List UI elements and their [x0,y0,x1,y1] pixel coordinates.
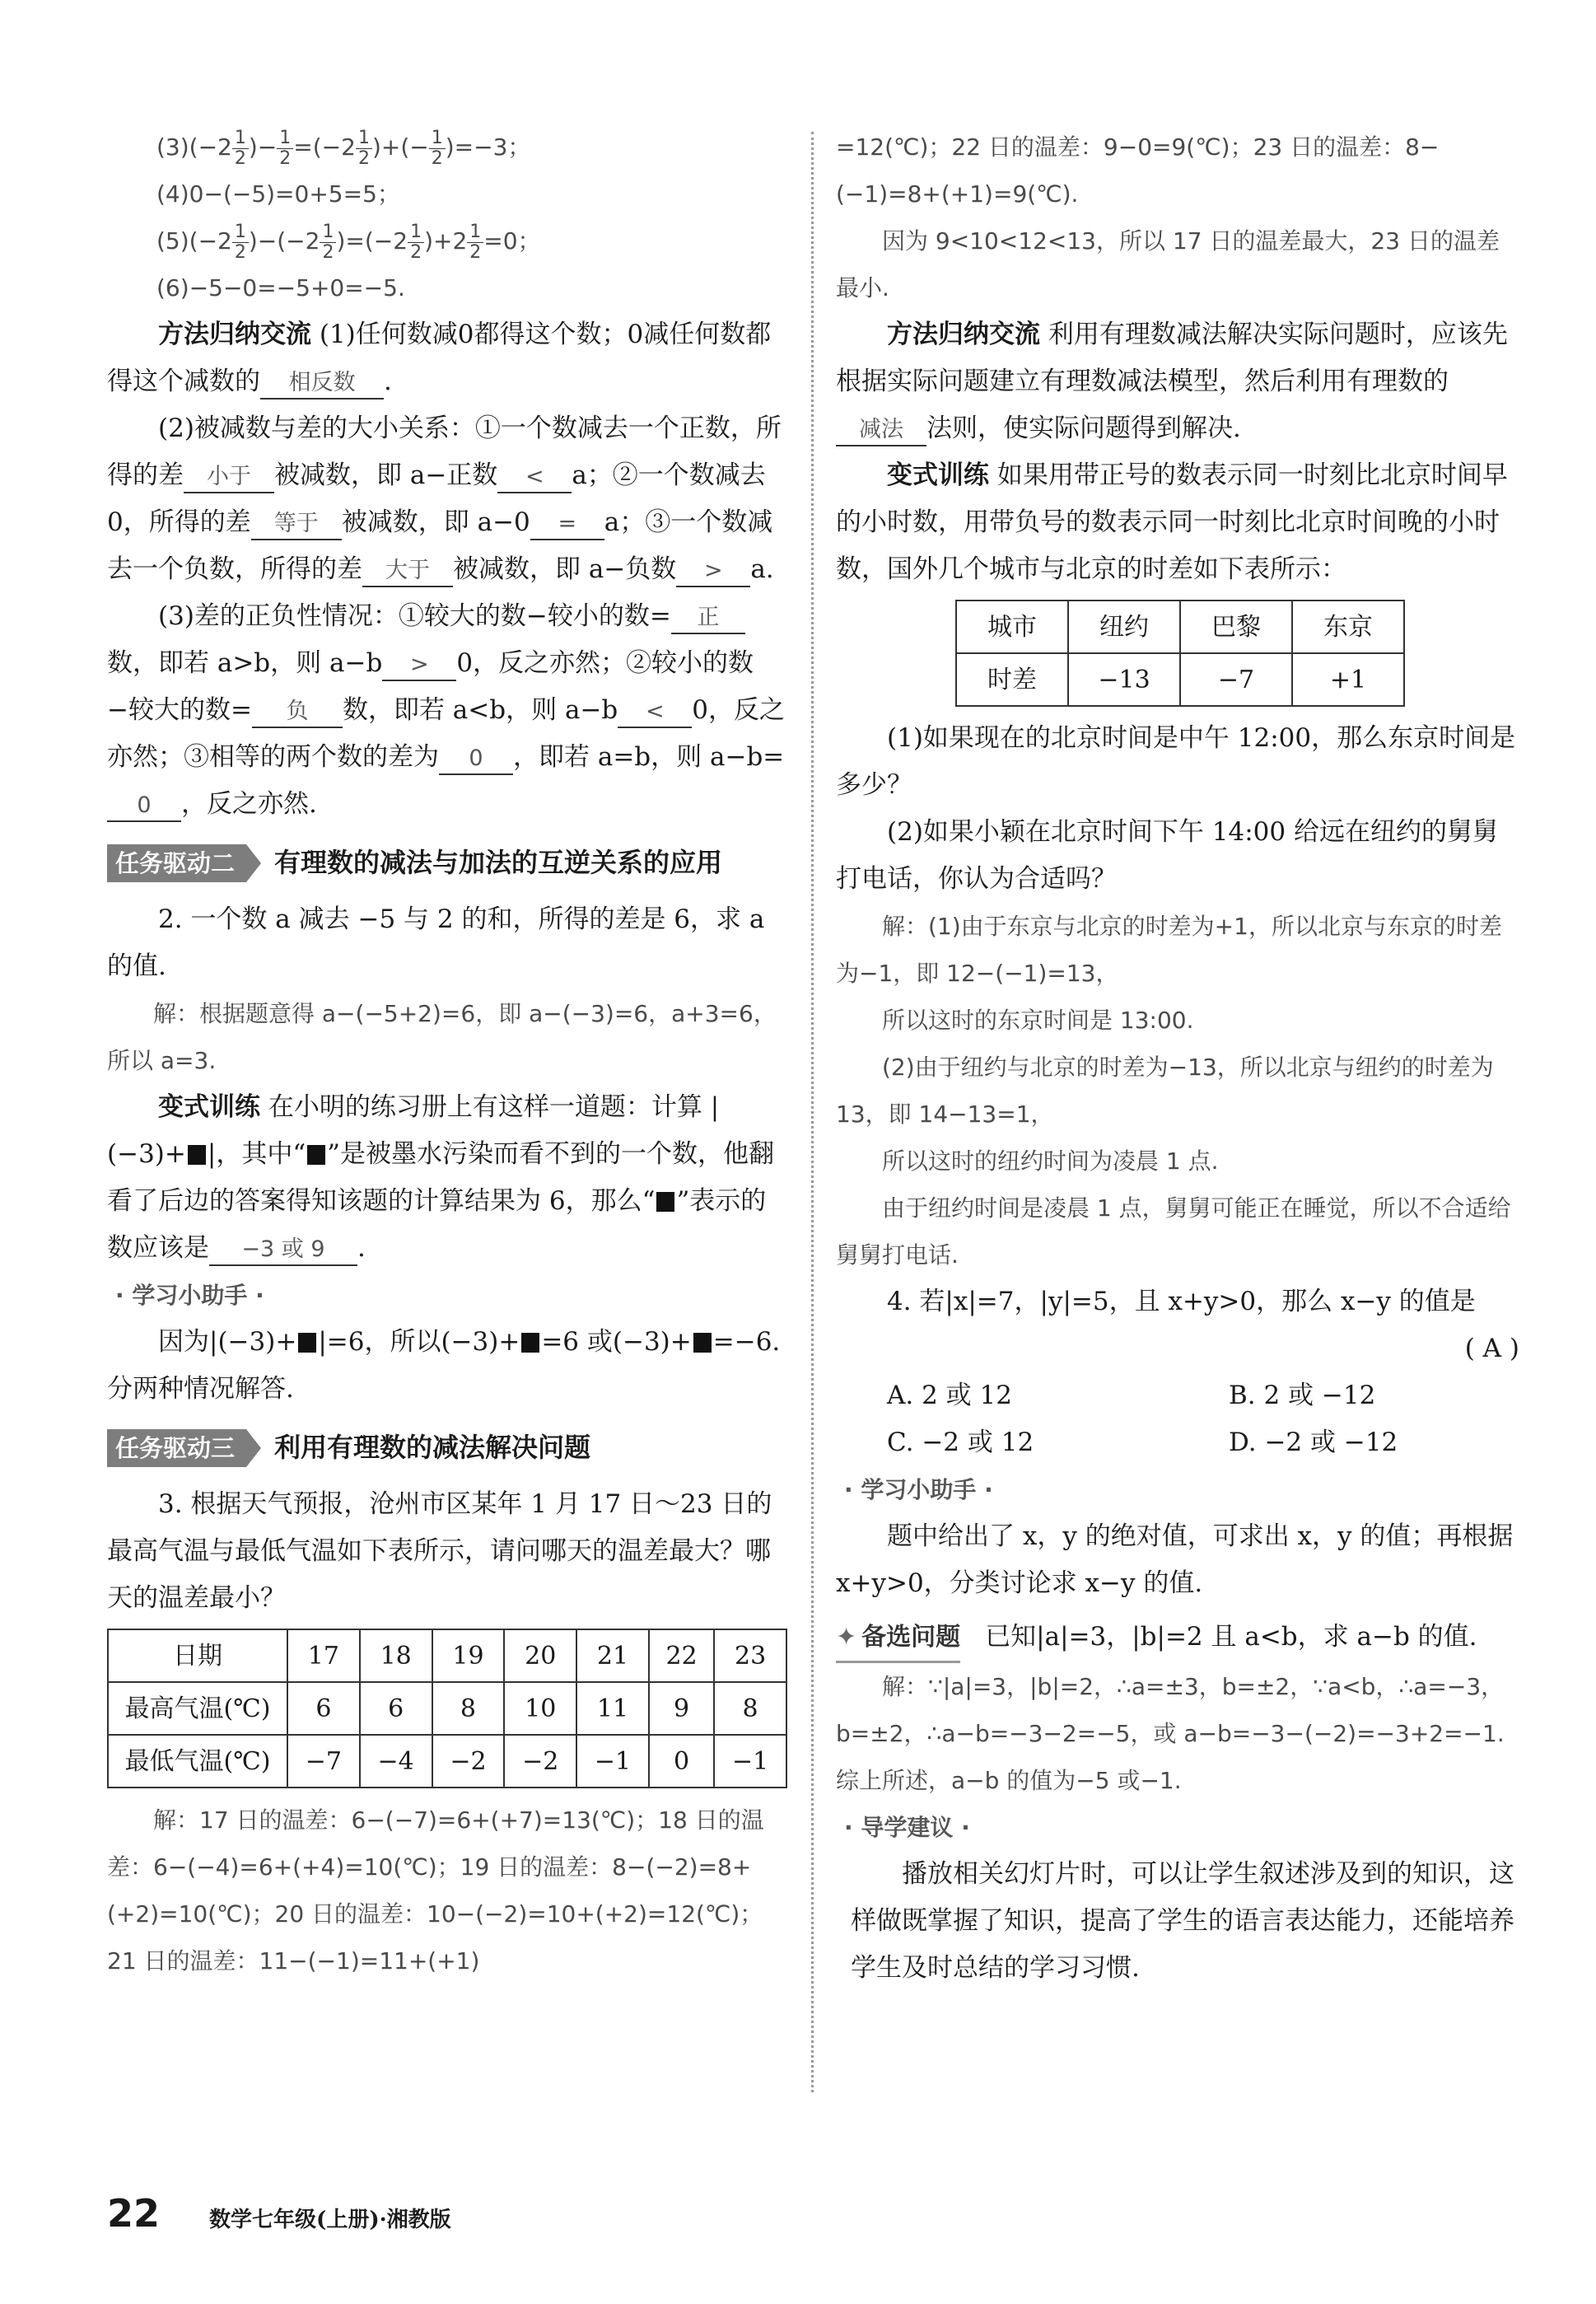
table-cell: −13 [1068,653,1180,706]
question-text: 4. 若|x|=7，|y|=5，且 x+y>0，那么 x−y 的值是 [887,1287,1476,1316]
page-number: 22 [107,2191,161,2236]
eq-text: )=(−2 [336,227,408,255]
equation-3 [107,124,791,171]
task-title: 有理数的减法与加法的互逆关系的应用 [274,847,723,878]
denominator: 2 [234,241,246,263]
method-text: (1)任何数减0都得这个数；0减任何数都得这个减数的 [107,320,772,396]
method-title: 方法归纳交流 [887,320,1040,349]
method-summary [836,311,1519,452]
table-cell: 22 [649,1629,714,1682]
spare-solution: 解：∵|a|=3，|b|=2，∴a=±3，b=±2，∵a<b，∴a=−3，b=±2，∴a−b=−3−2=−5，或 a−b=−3−(−2)=−3+2=−1. 综上所述，a−b 的值为−5 或−1. [836,1673,1505,1794]
equation-6: (6)−5−0=−5+0=−5. [156,274,405,301]
table-cell: 11 [576,1682,649,1735]
table-row [108,1682,786,1735]
ink-blot-icon [307,1145,325,1165]
table-cell: −4 [360,1735,432,1788]
table-cell: 纽约 [1068,601,1180,653]
answer-mark: ( A ) [1464,1334,1519,1363]
fraction [320,222,336,263]
variant-text: 在小明的练习册上有这样一道题：计算 |(−3)+ [107,1092,720,1169]
answer-blank: < [618,697,692,728]
denominator: 2 [279,147,292,169]
variant-text: . [357,1233,366,1263]
task-badge: 任务驱动三 [107,1429,246,1467]
denominator: 2 [322,241,334,263]
denominator: 2 [469,241,482,263]
variant-training [836,452,1519,593]
numerator: 1 [232,222,249,243]
column-divider [811,132,814,2092]
denominator: 2 [410,241,422,263]
left-column [107,124,791,1984]
table-cell: 21 [576,1629,649,1682]
method-text: (2)被减数与差的大小关系：①一个数减去一个正数，所得的差 [107,414,782,490]
answer-blank: 0 [107,791,181,822]
timezone-table [955,600,1405,707]
table-row [108,1735,786,1788]
fraction [467,222,483,263]
guide-title: · 导学建议 · [844,1814,970,1841]
method-text: 0，反之亦然；②较小的数−较大的数= [107,648,754,725]
method-summary-1 [107,311,791,405]
eq-text: =0； [483,227,541,255]
numerator: 1 [277,129,293,149]
choice-c: C. −2 或 12 [887,1428,1034,1457]
answer-blank: 小于 [184,462,274,493]
choice-a: A. 2 或 12 [887,1381,1012,1410]
table-cell: 东京 [1292,601,1404,653]
table-cell: 最高气温(℃) [108,1682,287,1735]
fraction [277,129,293,169]
method-summary-2 [107,405,791,593]
task-header-3 [107,1424,791,1471]
method-text: a；③一个数减去一个负数，所得的差 [107,507,773,584]
method-text: ，反之亦然. [181,789,317,819]
variant-text: ”是被墨水污染而看不到的一个数，他翻看了后边的答案得知该题的计算结果为 6，那么“ [107,1139,775,1216]
table-cell: 8 [714,1682,786,1735]
learning-helper-text: 题中给出了 x，y 的绝对值，可求出 x，y 的值；再根据 x+y>0，分类讨论求 x−y 的值. [836,1521,1514,1598]
ink-blot-icon [656,1192,674,1212]
variant-training [107,1084,791,1272]
eq-text: )=−3； [445,133,531,161]
denominator: 2 [234,147,246,169]
numerator: 1 [467,222,483,243]
answer-blank: −3 或 9 [209,1235,357,1266]
method-text: a；②一个数减去0，所得的差 [107,460,766,537]
table-cell: 0 [649,1735,714,1788]
table-cell: 6 [360,1682,432,1735]
page-footer [107,2191,451,2236]
choice-b: B. 2 或 −12 [1229,1381,1376,1410]
book-title: 数学七年级(上册)·湘教版 [209,2208,451,2232]
table-cell: −1 [714,1735,786,1788]
spare-question [836,1614,1519,1663]
question-3-solution: 解：17 日的温差：6−(−7)=6+(+7)=13(℃)；18 日的温差：6−(−4)=6+(+4)=10(℃)；19 日的温差：8−(−2)=8+(+2)=10(℃)；20 日的温差：10−(−2)=10+(+2)=12(℃)；21 日的温差：11−(−1)=11+(+1) [107,1806,764,1975]
table-cell: 巴黎 [1180,601,1292,653]
spare-question-text: 已知|a|=3，|b|=2 且 a<b，求 a−b 的值. [985,1622,1477,1652]
table-cell: 23 [714,1629,786,1682]
method-title: 方法归纳交流 [158,320,311,349]
table-cell: 最低气温(℃) [108,1735,287,1788]
solution-part-2: (2)由于纽约与北京的时差为−13，所以北京与纽约的时差为 13，即 14−13=1， [836,1054,1494,1128]
numerator: 1 [408,222,424,243]
table-header-row [108,1629,786,1682]
variant-text: ”表示的数应该是 [107,1186,767,1263]
ink-blot-icon [298,1333,316,1353]
table-cell: 20 [504,1629,576,1682]
choice-list [836,1372,1519,1466]
question-2-solution: 解：根据题意得 a−(−5+2)=6，即 a−(−3)=6，a+3=6，所以 a=3. [107,1000,777,1074]
ink-blot-icon [521,1333,539,1353]
helper-text: |=6，所以(−3)+ [318,1327,520,1357]
helper-text: =−6. 分两种情况解答. [107,1327,781,1404]
numerator: 1 [232,129,249,149]
fraction [356,129,372,169]
fraction [408,222,424,263]
table-cell: +1 [1292,653,1404,706]
solution-conclusion: 因为 9<10<12<13，所以 17 日的温差最大，23 日的温差最小. [836,227,1500,301]
question-4 [836,1278,1519,1325]
table-cell: −7 [287,1735,360,1788]
table-cell: 日期 [108,1629,287,1682]
solution-part-2c: 由于纽约时间是凌晨 1 点，舅舅可能正在睡觉，所以不合适给舅舅打电话. [836,1194,1511,1269]
table-cell: −1 [576,1735,649,1788]
choice-d: D. −2 或 −12 [1229,1428,1398,1457]
table-header-row [956,601,1404,653]
learning-helper-text [107,1319,791,1413]
table-cell: −2 [504,1735,576,1788]
solution-part-1: 解：(1)由于东京与北京的时差为+1，所以北京与东京的时差为−1，即 12−(−1)=13， [836,913,1502,987]
learning-helper-title: · 学习小助手 · [115,1282,264,1309]
method-summary-3 [107,593,791,828]
table-cell: 8 [432,1682,505,1735]
table-cell: 9 [649,1682,714,1735]
ink-blot-icon [188,1145,206,1165]
method-text: 被减数，即 a−0 [341,507,530,537]
answer-blank: > [382,650,456,681]
solution-part-2b: 所以这时的纽约时间为凌晨 1 点. [882,1147,1219,1175]
learning-helper-title: · 学习小助手 · [844,1476,993,1503]
task-badge: 任务驱动二 [107,844,246,882]
method-text: ，即若 a=b，则 a−b= [513,742,785,772]
answer-blank: 正 [671,603,745,634]
table-cell: 17 [287,1629,360,1682]
answer-blank: = [530,509,604,540]
eq-text: )+(− [371,133,429,161]
table-cell: 18 [360,1629,432,1682]
table-cell: 19 [432,1629,505,1682]
method-text: 法则，使实际问题得到解决. [926,414,1241,443]
helper-text: 因为|(−3)+ [158,1327,297,1357]
answer-blank: 大于 [362,556,453,587]
table-cell: 6 [287,1682,360,1735]
method-text: 0，反之亦然；③相等的两个数的差为 [107,695,785,772]
table-cell: −2 [432,1735,505,1788]
table-cell: 城市 [956,601,1068,653]
table-cell: 10 [504,1682,576,1735]
numerator: 1 [356,129,372,149]
method-text: 数，即若 a>b，则 a−b [107,648,383,678]
solution-part-1b: 所以这时的东京时间是 13:00. [882,1007,1194,1034]
eq-text: )−(−2 [248,227,320,255]
variant-title: 变式训练 [158,1092,260,1122]
task-title: 利用有理数的减法解决问题 [274,1432,591,1463]
method-text: 数，即若 a<b，则 a−b [342,695,618,725]
eq-text: )− [248,133,278,161]
method-text: (3)差的正负性情况：①较大的数−较小的数= [158,601,671,631]
helper-text: =6 或(−3)+ [541,1327,692,1357]
question-part-1: (1)如果现在的北京时间是中午 12:00，那么东京时间是多少？ [836,723,1516,800]
question-2: 2. 一个数 a 减去 −5 与 2 的和，所得的差是 6，求 a 的值. [107,904,765,981]
numerator: 1 [429,129,446,149]
denominator: 2 [357,147,370,169]
eq-text: (3)(−2 [156,133,232,161]
answer-blank: 相反数 [260,368,384,400]
answer-blank: > [676,556,750,587]
fraction [429,129,446,169]
spare-question-title: ✦ 备选问题 [836,1614,960,1663]
eq-text: =(−2 [293,133,356,161]
ink-blot-icon [693,1333,712,1353]
variant-text: 如果用带正号的数表示同一时刻比北京时间早的小时数，用带负号的数表示同一时刻比北京时间晚的小时数，国外几个城市与北京的时差如下表所示： [836,460,1508,584]
answer-blank: < [497,462,572,493]
fraction [232,222,249,263]
numerator: 1 [320,222,336,243]
variant-text: |，其中“ [207,1139,306,1169]
guide-text: 播放相关幻灯片时，可以让学生叙述涉及到的知识，这样做既掌握了知识，提高了学生的语言表达能力，还能培养学生及时总结的学习习惯. [851,1859,1514,1983]
answer-blank: 等于 [251,509,342,540]
denominator: 2 [431,147,443,169]
table-cell: 时差 [956,653,1068,706]
solution-continuation: =12(℃)；22 日的温差：9−0=9(℃)；23 日的温差：8−(−1)=8+(+1)=9(℃). [836,133,1440,208]
question-part-2: (2)如果小颖在北京时间下午 14:00 给远在纽约的舅舅打电话，你认为合适吗？ [836,817,1498,894]
answer-blank: 0 [439,744,513,775]
table-row [956,653,1404,706]
answer-blank: 负 [252,697,343,728]
method-text: . [384,367,392,396]
fraction [232,129,249,169]
right-column [836,124,1519,1992]
table-cell: −7 [1180,653,1292,706]
eq-text: (5)(−2 [156,227,232,255]
equation-4: (4)0−(−5)=0+5=5； [156,180,400,208]
method-text: 利用有理数减法解决实际问题时，应该先根据实际问题建立有理数减法模型，然后利用有理数的 [836,320,1508,396]
method-text: a. [750,554,774,584]
eq-text: )+2 [424,227,468,255]
temperature-table [107,1629,787,1788]
equation-5 [107,217,791,264]
variant-title: 变式训练 [887,460,989,490]
task-header-2 [107,839,791,886]
question-4-answer [836,1325,1519,1372]
method-text: 被减数，即 a−负数 [453,554,677,584]
method-text: 被减数，即 a−正数 [274,460,498,490]
question-3: 3. 根据天气预报，沧州市区某年 1 月 17 日～23 日的最高气温与最低气温如下表所示，请问哪天的温差最大？哪天的温差最小？ [107,1489,772,1613]
answer-blank: 减法 [836,415,926,446]
